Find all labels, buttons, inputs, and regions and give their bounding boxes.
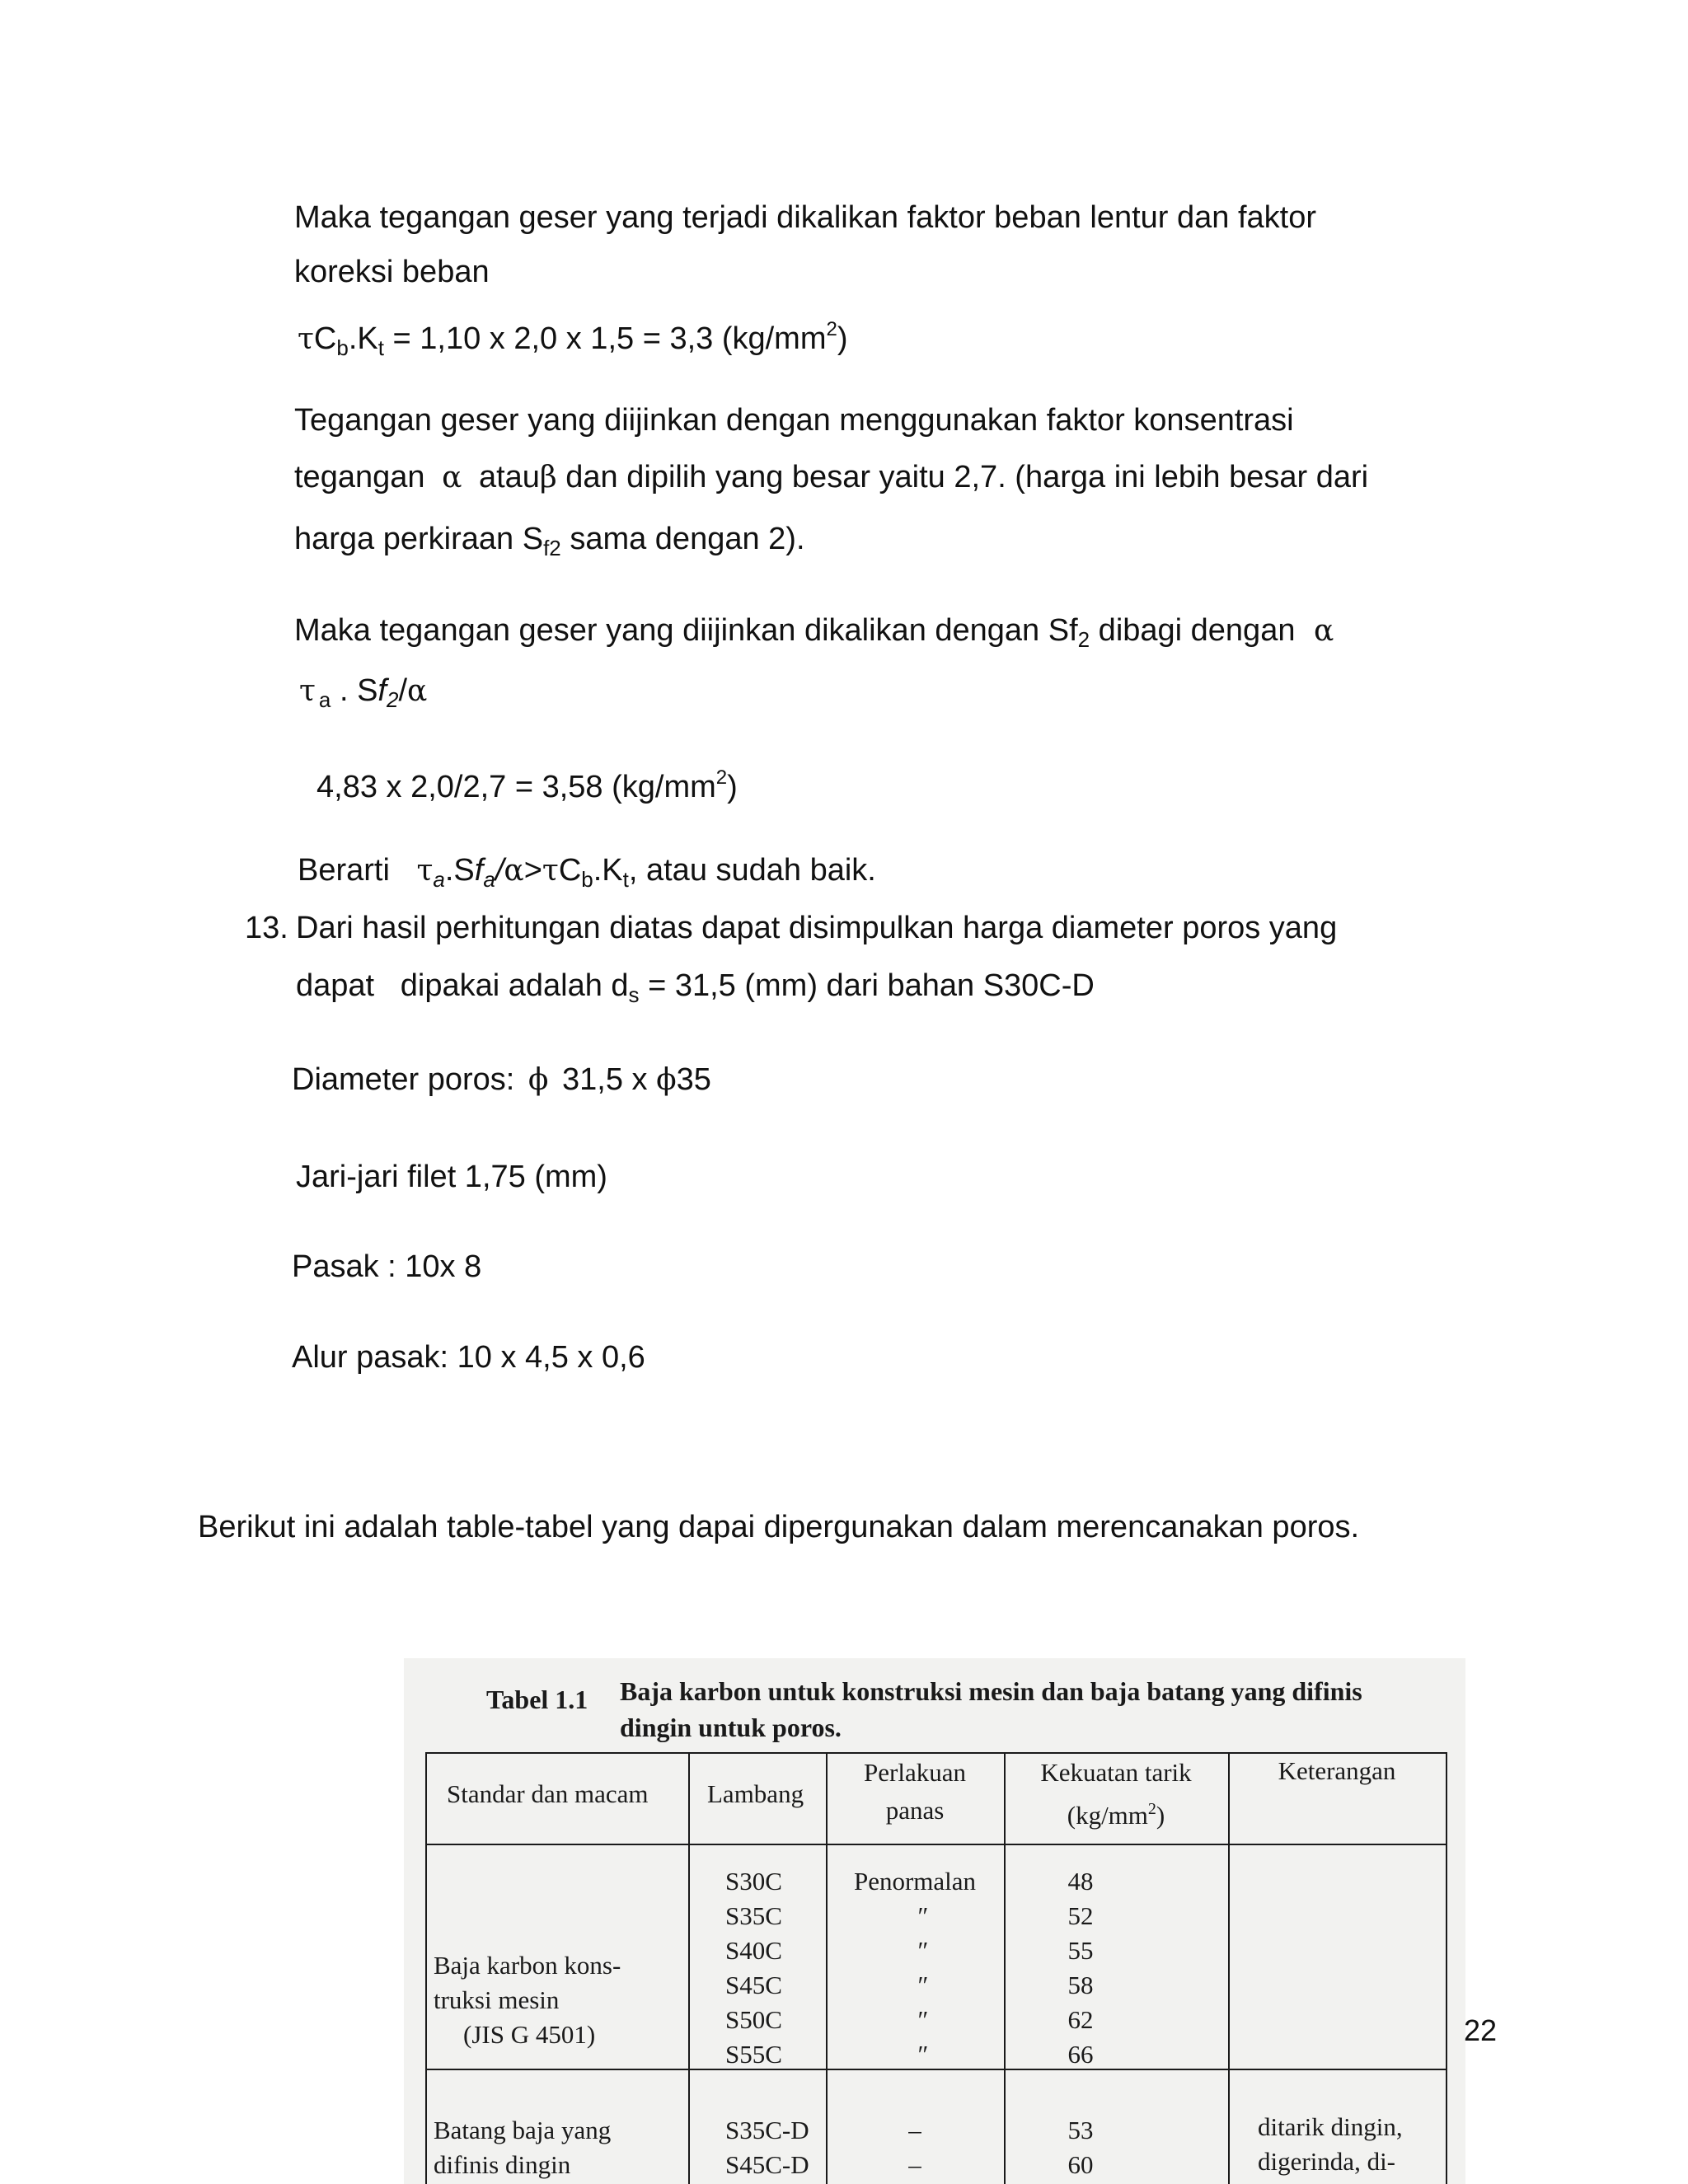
- sub: a: [433, 867, 445, 892]
- symbol: S55C: [725, 2040, 782, 2069]
- alpha-symbol: α: [504, 854, 524, 888]
- treatment: ″: [917, 1901, 929, 1930]
- paragraph-line: Maka tegangan geser yang terjadi dikalikan faktor beban lentur dan faktor: [294, 200, 1317, 235]
- eq-sup: 2: [826, 318, 837, 340]
- eq-text: ): [837, 321, 848, 356]
- table-caption-line: Baja karbon untuk konstruksi mesin dan baja batang yang difinis: [620, 1676, 1362, 1706]
- beta-symbol: β: [539, 461, 557, 494]
- eq-sub: t: [377, 335, 384, 360]
- text: Maka tegangan geser yang diijinkan dikalikan dengan Sf: [294, 613, 1078, 648]
- text: /: [495, 853, 504, 888]
- text: = 31,5 (mm) dari bahan S30C-D: [639, 968, 1095, 1003]
- symbol: S40C: [725, 1936, 782, 1965]
- paragraph-line: [294, 457, 1368, 498]
- symbol: S45C: [725, 1971, 782, 1999]
- table-border: [1446, 1752, 1447, 2184]
- strength: 62: [1067, 2005, 1094, 2034]
- spec-keyway: Alur pasak: 10 x 4,5 x 0,6: [292, 1340, 645, 1375]
- sub: f2: [543, 536, 561, 560]
- tau-symbol: τ: [299, 674, 316, 708]
- tau-symbol: τ: [298, 322, 314, 356]
- symbol: S35C: [725, 1901, 782, 1930]
- group1-symbols: [725, 1864, 782, 2072]
- text: >: [523, 853, 542, 888]
- text: 4,83 x 2,0/2,7 = 3,58 (kg/mm: [316, 770, 716, 804]
- header-standar: Standar dan macam: [447, 1779, 649, 1808]
- treatment: Penormalan: [853, 1867, 977, 1896]
- group2-strength: [1004, 2113, 1157, 2182]
- note-line: digerinda, di-: [1258, 2147, 1396, 2176]
- text: C: [558, 853, 582, 888]
- table-caption-label: Tabel 1.1: [486, 1685, 588, 1714]
- strength: 48: [1067, 1867, 1094, 1896]
- header-kekuatan: Kekuatan tarik: [1040, 1758, 1192, 1787]
- table-scan: [404, 1658, 1465, 2184]
- tau-symbol: τ: [416, 854, 434, 888]
- spec-fillet: Jari-jari filet 1,75 (mm): [296, 1160, 607, 1194]
- treatment: –: [908, 2150, 921, 2179]
- treatment: ″: [917, 2005, 929, 2034]
- text: . S: [331, 673, 378, 708]
- table-caption-line: dingin untuk poros.: [620, 1713, 842, 1742]
- spec-key: Pasak : 10x 8: [292, 1249, 482, 1284]
- eq-text: = 1,10 x 2,0 x 1,5 = 3,3 (kg/mm: [383, 321, 827, 356]
- paragraph-line: koreksi beban: [294, 255, 490, 289]
- header-perlakuan: Perlakuan: [864, 1758, 966, 1787]
- symbol: S45C-D: [725, 2150, 809, 2179]
- strength: 66: [1067, 2040, 1094, 2069]
- text: /: [398, 673, 408, 708]
- text: ): [727, 770, 738, 804]
- eq-text: .K: [348, 321, 378, 356]
- page-number: 22: [1464, 2013, 1498, 2047]
- treatment: ″: [917, 1971, 929, 1999]
- list-item-text: [296, 966, 1095, 1015]
- symbol: S30C: [725, 1867, 782, 1896]
- strength: 53: [1067, 2116, 1094, 2144]
- text: , atau sudah baik.: [628, 853, 876, 888]
- phi-symbol: ϕ: [528, 1063, 549, 1097]
- strength: 58: [1067, 1971, 1094, 1999]
- group1-treatment: [826, 1864, 1004, 2072]
- group2-treatment: [826, 2113, 1004, 2182]
- treatment: ″: [917, 1936, 929, 1965]
- symbol: S50C: [725, 2005, 782, 2034]
- alpha-symbol: α: [1314, 614, 1334, 648]
- equation-shear-stress: [298, 310, 848, 368]
- text: atau: [478, 460, 540, 494]
- header-keterangan: Keterangan: [1278, 1756, 1396, 1785]
- paragraph-line: Tegangan geser yang diijinkan dengan menggunakan faktor konsentrasi: [294, 403, 1294, 438]
- sub: 2: [386, 687, 399, 712]
- tau-symbol: τ: [542, 854, 559, 888]
- header-perlakuan: panas: [885, 1796, 945, 1825]
- sub: 2: [1077, 627, 1090, 652]
- group2-symbols: [725, 2113, 809, 2182]
- table-border: [688, 1752, 690, 2184]
- strength: 52: [1067, 1901, 1094, 1930]
- text: 35: [676, 1062, 711, 1097]
- standard-line: Baja karbon kons-: [434, 1951, 621, 1980]
- table-border: [1228, 1752, 1230, 2184]
- table-border: [425, 1844, 1447, 1845]
- text: tegangan: [294, 460, 425, 494]
- sub: s: [628, 982, 640, 1007]
- standard-line: (JIS G 4501): [463, 2020, 596, 2049]
- paragraph-line: [294, 519, 805, 568]
- sub: a: [318, 687, 331, 712]
- note-line: ditarik dingin,: [1258, 2112, 1403, 2141]
- list-number: 13.: [245, 911, 288, 945]
- group1-strength: [1004, 1864, 1157, 2072]
- text: dapat dipakai adalah d: [296, 968, 629, 1003]
- text: sama dengan 2).: [560, 522, 805, 556]
- equation-allowable: [316, 758, 738, 807]
- sup: 2: [715, 766, 728, 789]
- symbol: S35C-D: [725, 2116, 809, 2144]
- group1-standard: [434, 1948, 621, 2052]
- treatment: –: [908, 2116, 921, 2144]
- table-border: [425, 1752, 427, 2184]
- alpha-symbol: α: [442, 461, 462, 494]
- paragraph-line: [294, 611, 1334, 659]
- text: f: [377, 673, 387, 708]
- text: (kg/mm: [1067, 1801, 1148, 1830]
- text: 31,5 x: [562, 1062, 648, 1097]
- sup: 2: [1147, 1800, 1156, 1818]
- standard-line: Batang baja yang: [434, 2116, 612, 2144]
- text: .S: [444, 853, 475, 888]
- text: ): [1156, 1801, 1165, 1830]
- alpha-symbol: α: [407, 674, 428, 708]
- sub: b: [581, 867, 593, 892]
- group2-note: [1258, 2110, 1403, 2179]
- list-item-text: Dari hasil perhitungan diatas dapat disimpulkan harga diameter poros yang: [296, 911, 1338, 945]
- strength: 60: [1067, 2150, 1094, 2179]
- treatment: ″: [917, 2040, 929, 2069]
- group2-standard: [434, 2113, 611, 2182]
- sub: a: [483, 867, 495, 892]
- text: f: [474, 853, 484, 888]
- text: harga perkiraan S: [294, 522, 544, 556]
- sub: t: [622, 867, 629, 892]
- text: Diameter poros:: [292, 1062, 515, 1097]
- text: .K: [593, 853, 623, 888]
- conclusion-line: [298, 851, 876, 899]
- standard-line: truksi mesin: [434, 1985, 560, 2014]
- eq-sub: b: [336, 335, 349, 360]
- phi-symbol: ϕ: [656, 1063, 677, 1097]
- eq-text: C: [313, 321, 337, 356]
- spec-diameter: [292, 1060, 711, 1100]
- text: Berarti: [298, 853, 390, 888]
- header-lambang: Lambang: [707, 1779, 804, 1808]
- text: dibagi dengan: [1090, 613, 1296, 648]
- text: dan dipilih yang besar yaitu 2,7. (harga ini lebih besar dari: [565, 460, 1369, 494]
- standard-line: difinis dingin: [434, 2150, 571, 2179]
- formula-line: [299, 671, 427, 719]
- table-intro: Berikut ini adalah table-tabel yang dapai dipergunakan dalam merencanakan poros.: [198, 1510, 1360, 1544]
- strength: 55: [1067, 1936, 1094, 1965]
- header-kekuatan: [1004, 1792, 1228, 1833]
